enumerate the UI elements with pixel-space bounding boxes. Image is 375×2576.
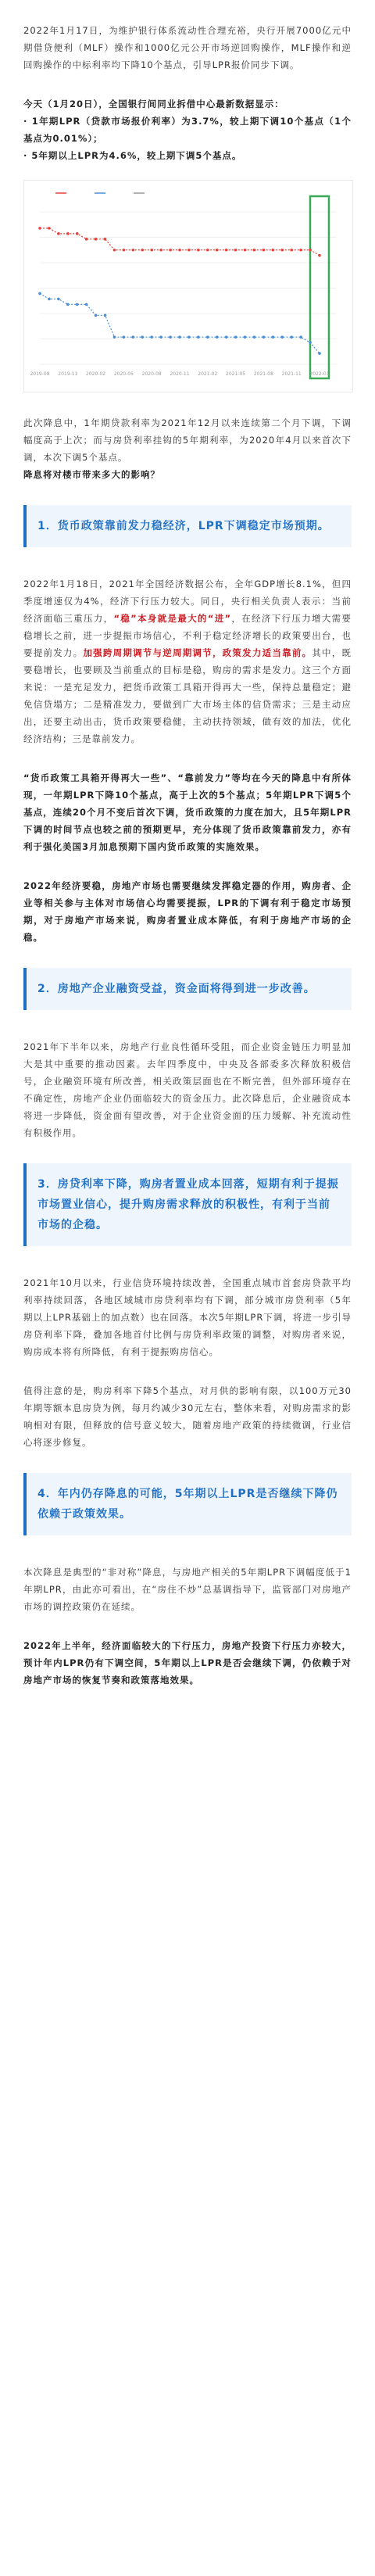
data-point <box>253 249 256 252</box>
data-point <box>290 249 293 252</box>
s1-paragraph-1 <box>23 575 352 747</box>
s1-text-b: “稳”本身就是最大的“进” <box>113 613 232 624</box>
data-point <box>225 335 228 339</box>
x-tick-label: 2019-11 <box>58 371 78 377</box>
data-point <box>188 249 191 252</box>
data-point <box>178 249 181 252</box>
data-point <box>216 249 219 252</box>
data-point <box>66 232 70 235</box>
data-point <box>104 238 107 241</box>
data-point <box>85 303 88 306</box>
x-tick-label: 2020-11 <box>170 371 190 377</box>
s3-paragraph-2: 值得注意的是，购房利率下降5个基点，对月供的影响有限，以100万元30年期等额本息房贷为例，每月约减少30元左右，整体来看，对购房需求的影响相对有限，但释放的信号意义较大，随着房地产政策的持续微调，行业信心将逐步修复。 <box>23 1385 352 1448</box>
data-point <box>95 238 98 241</box>
s4-paragraph-2: 2022年上半年，经济面临较大的下行压力，房地产投资下行压力亦较大，预计年内LPR仍有下调空间，5年期以上LPR是否会继续下调，仍依赖于对房地产市场的恢复节奏和政策落地效果。 <box>23 1640 352 1686</box>
lpr-chart-svg <box>24 181 352 392</box>
section-title-1: 1．货币政策靠前发力稳经济，LPR下调稳定市场预期。 <box>23 505 352 547</box>
x-tick-label: 2021-02 <box>198 371 218 377</box>
x-tick-label: 2019-08 <box>30 371 50 377</box>
data-point <box>150 335 153 339</box>
data-point <box>318 254 321 257</box>
data-point <box>123 249 126 252</box>
data-point <box>188 335 191 339</box>
data-point <box>280 335 284 339</box>
data-point <box>244 249 247 252</box>
data-point <box>169 335 172 339</box>
data-point <box>206 335 209 339</box>
x-tick-label: 2021-08 <box>253 371 273 377</box>
data-point <box>262 335 266 339</box>
s3-paragraph-1: 2021年10月以来，行业信贷环境持续改善，全国重点城市首套房贷款平均利率持续回落，各地区域城市房贷利率均有下调，部分城市房贷利率（5年期以上LPR基础上的加点数）也在回落。本次5年期LPR下调，将进一步引导房贷利率下降，叠加各地首付比例与房贷利率政策的调整，对购房者来说，购房成本将有所降低，有利于提振购房信心。 <box>23 1277 352 1357</box>
x-tick-label: 2022-01 <box>309 371 330 377</box>
today-intro: 今天（1月20日），全国银行间同业拆借中心最新数据显示： <box>23 99 284 109</box>
s1-quote: “货币政策工具箱开得再大一些”、“靠前发力”等均在今天的降息中有所体现，一年期LPR下降10个基点，高于上次的5个基点；5年期LPR下调5个基点，连续20个月不变后首次下调，货币政策的力度在加大，且5年期LPR下调的时间节点也较之前的预期更早，充分体现了货币政策靠前发力，亦有利于强化美国3月加息预期下国内货币政策的实施效果。 <box>23 772 352 852</box>
s1-text-a: 2022年1月18日，2021年全国经济数据公布，全年GDP增长8.1%，但四季度增速仅为4%，经济下行压力较大。同日，央行相关负责人表示：当前经济面临三重压力， <box>23 579 352 624</box>
highlight-box <box>310 196 329 378</box>
data-point <box>159 249 162 252</box>
s1-text-e: 其中，既要稳增长，也要顾及当前重点的目标是稳，购房的需求是发力。这三个方面来说：一是充足发力，把货币政策工具箱开得再大一些，保持总量稳定；避免信贷塌方；二是精准发力，要做到广大市场主体的信贷需求；三是主动应出，还要主动出击，货币政策要稳健，主动扶持领域，做有效的加法，优化经济结构；三是靠前发力。 <box>23 647 352 744</box>
data-point <box>234 335 238 339</box>
x-tick-label: 2020-05 <box>113 371 134 377</box>
compare-paragraph: 此次降息中，1年期贷款利率为2021年12月以来连续第二个月下调，下调幅度高于上次；而与房贷利率挂钩的5年期利率，为2020年4月以来首次下调，本次下调5个基点。 <box>23 417 352 463</box>
data-point <box>113 249 116 252</box>
data-point <box>244 335 247 339</box>
data-point <box>318 352 321 355</box>
s2-paragraph: 2021年下半年以来，房地产行业良性循环受阻，而企业资金链压力明显加大是其中重要的推动因素。去年四季度中，中央及各部委多次释放积极信号，企业融资环境有所改善，相关政策层面也在不断完善，但外部环境存在不确定性，房地产企业仍面临较大的资金压力。此次降息后，企业融资成本将进一步降低，资金面有望改善，对于企业资金面的压力缓解、补充流动性有积极作用。 <box>23 1041 352 1138</box>
data-point <box>309 341 312 344</box>
data-point <box>85 238 88 241</box>
data-point <box>169 249 172 252</box>
data-point <box>309 249 312 252</box>
data-point <box>206 249 209 252</box>
data-point <box>76 303 79 306</box>
data-point <box>57 232 60 235</box>
data-point <box>272 249 275 252</box>
data-point <box>48 298 51 301</box>
data-point <box>48 227 51 230</box>
x-tick-label: 2020-08 <box>141 371 162 377</box>
lpr-5y-line: · 5年期以上LPR为4.6%，较上期下调5个基点。 <box>23 150 242 161</box>
question-paragraph: 降息将对楼市带来多大的影响？ <box>23 469 160 480</box>
lpr-1y-line: · 1年期LPR（贷款市场报价利率）为3.7%，较上期下调10个基点（1个基点为0.01%）； <box>23 116 352 144</box>
s4-paragraph-1: 本次降息是典型的“非对称”降息，与房地产相关的5年期LPR下调幅度低于1年期LPR，由此亦可看出，在“房住不炒”总基调指导下，监管部门对房地产市场的调控政策仍在延续。 <box>23 1567 352 1612</box>
data-point <box>253 335 256 339</box>
data-point <box>299 249 302 252</box>
section-title-3: 3．房贷利率下降，购房者置业成本回落，短期有利于提振市场置业信心，提升购房需求释放的积极性，有利于当前市场的企稳。 <box>23 1163 352 1246</box>
data-point <box>104 314 107 317</box>
data-point <box>234 249 238 252</box>
data-point <box>38 292 41 296</box>
data-point <box>150 249 153 252</box>
data-point <box>197 335 200 339</box>
data-point <box>123 335 126 339</box>
data-point <box>57 298 60 301</box>
data-point <box>159 335 162 339</box>
x-tick-label: 2020-02 <box>86 371 106 377</box>
data-point <box>178 335 181 339</box>
data-point <box>290 335 293 339</box>
s1-text-d: 加强跨周期调节与逆周期调节，政策发力适当靠前。 <box>83 647 312 658</box>
data-point <box>95 314 98 317</box>
data-point <box>299 335 302 339</box>
data-point <box>197 249 200 252</box>
data-point <box>132 249 135 252</box>
s1-conclusion: 2022年经济要稳，房地产市场也需要继续发挥稳定器的作用，购房者、企业等相关参与主体对市场信心均需要提振，LPR的下调有利于稳定市场预期，对于房地产市场来说，购房者置业成本降低，有利于房地产市场的企稳。 <box>23 880 352 943</box>
data-point <box>76 232 79 235</box>
intro-paragraph: 2022年1月17日，为维护银行体系流动性合理充裕，央行开展7000亿元中期借贷便利（MLF）操作和1000亿元公开市场逆回购操作，MLF操作和逆回购操作的中标利率均下降10个基点，引导LPR报价同步下调。 <box>23 25 352 70</box>
s1-text-c: ，在经济下行压力增大需要稳增长之前，进一步提振市场信心，不利于稳定经济增长的政策要出台，也要提前发力。 <box>23 613 352 658</box>
data-point <box>66 303 70 306</box>
data-point <box>141 249 144 252</box>
data-point <box>141 335 144 339</box>
data-point <box>262 249 266 252</box>
data-point <box>272 335 275 339</box>
data-point <box>280 249 284 252</box>
series-line-1 <box>40 293 320 353</box>
data-point <box>132 335 135 339</box>
x-tick-label: 2021-11 <box>281 371 302 377</box>
x-tick-label: 2021-05 <box>226 371 246 377</box>
section-title-4: 4．年内仍存降息的可能，5年期以上LPR是否继续下降仍依赖于政策效果。 <box>23 1473 352 1535</box>
data-point <box>216 335 219 339</box>
section-title-2: 2．房地产企业融资受益，资金面将得到进一步改善。 <box>23 968 352 1010</box>
data-point <box>38 227 41 230</box>
data-point <box>113 335 116 339</box>
data-point <box>225 249 228 252</box>
lpr-chart <box>23 180 353 392</box>
